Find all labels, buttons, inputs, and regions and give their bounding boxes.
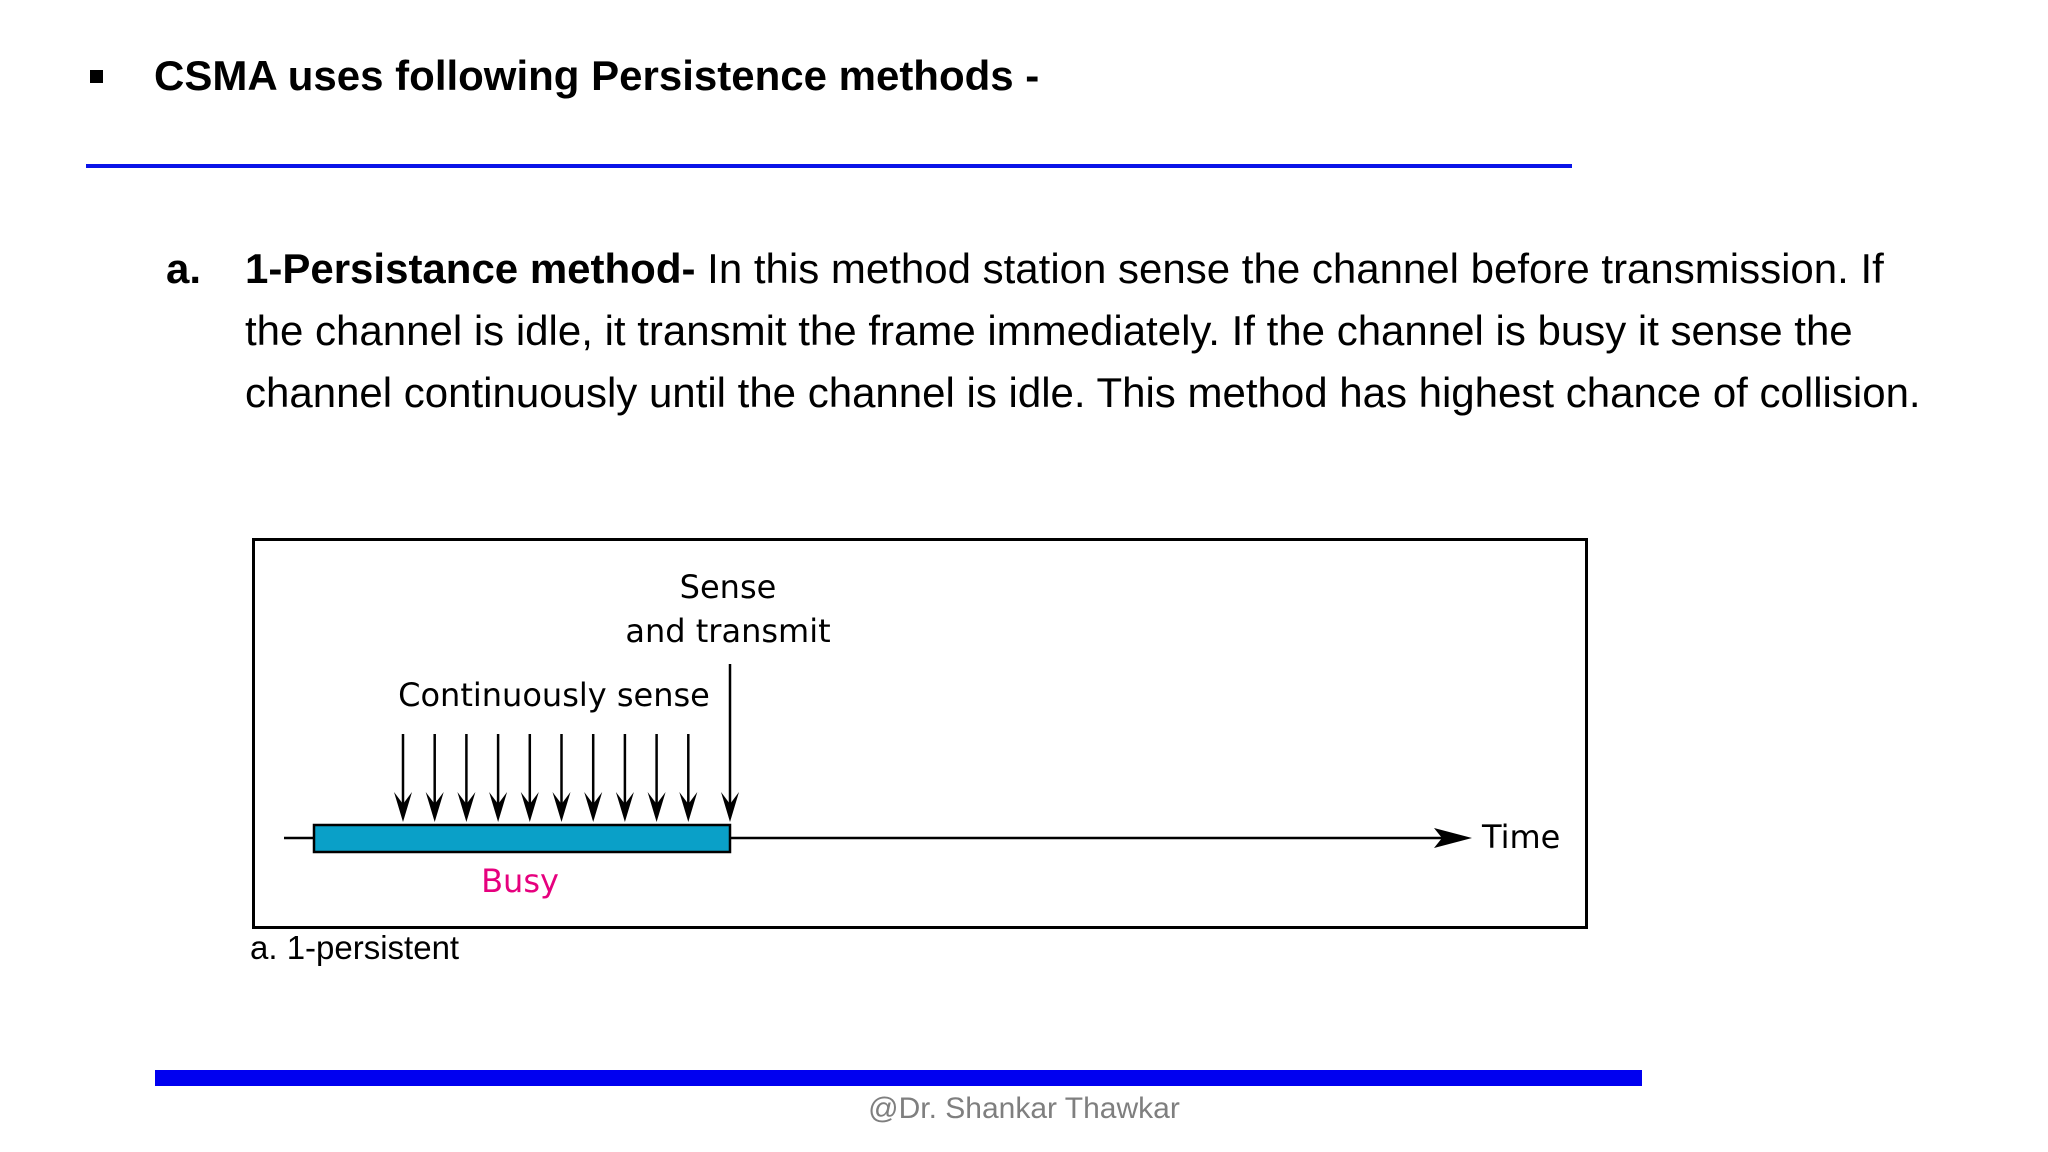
list-item-description: In this method station sense the channel before transmission. If the channel is idle, it transmit the frame immediately. If the channel is busy it sense the channel continuously until the channel is idle. This method has highest chance of collision. xyxy=(245,245,1921,416)
footer-divider xyxy=(155,1070,1642,1086)
persistence-diagram xyxy=(252,538,1588,930)
busy-label: Busy xyxy=(481,862,559,900)
slide-heading xyxy=(90,52,1039,100)
time-label: Time xyxy=(1482,818,1561,856)
heading-text: CSMA uses following Persistence methods - xyxy=(154,52,1040,99)
diagram-frame xyxy=(254,540,1587,928)
square-bullet-icon xyxy=(90,70,103,83)
sense-label-line2: and transmit xyxy=(625,612,831,650)
list-item-body xyxy=(245,238,1946,424)
heading-divider xyxy=(86,164,1572,168)
list-item-marker: a. xyxy=(166,245,202,292)
sense-label-line1: Sense xyxy=(679,568,777,606)
diagram-caption: a. 1-persistent xyxy=(250,929,460,966)
list-item-title: 1-Persistance method- xyxy=(245,245,696,292)
continuously-sense-label: Continuously sense xyxy=(398,676,710,714)
busy-bar xyxy=(314,825,730,852)
list-item-1-persistence xyxy=(166,238,1946,424)
footer-credit: @Dr. Shankar Thawkar xyxy=(868,1092,1180,1125)
